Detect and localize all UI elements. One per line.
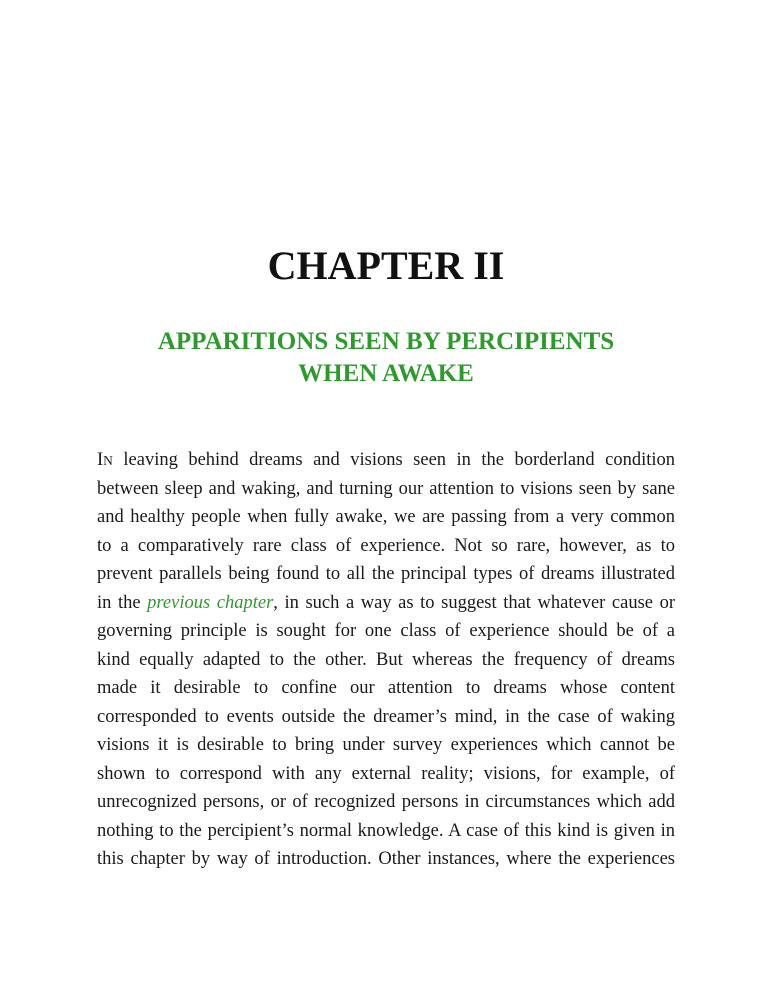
chapter-subtitle-line-1: APPARITIONS SEEN BY PERCIPIENTS — [157, 328, 615, 355]
paragraph-line-6-after: , in such a way as to suggest that whatever cause or — [273, 592, 675, 613]
paragraph-line-5: prevent parallels being found to all the principal types of dreams illustrated — [97, 564, 675, 584]
paragraph-line-6 — [97, 589, 675, 618]
paragraph-line-1 — [97, 446, 675, 475]
paragraph-line-2: between sleep and waking, and turning our attention to visions seen by sane — [97, 478, 675, 499]
chapter-subtitle-line-2: WHEN AWAKE — [298, 360, 474, 387]
paragraph-line-13: unrecognized persons, or of recognized persons in circumstances which add — [97, 792, 675, 812]
paragraph-line-15: this chapter by way of introduction. Other instances, where the experiences — [97, 849, 675, 869]
dropcap-smallcap: N — [103, 453, 113, 468]
dropcap-initial: I — [97, 450, 104, 470]
paragraph-line-1-text: leaving behind dreams and visions seen in the borderland condition — [112, 450, 675, 470]
paragraph-line-3: and healthy people when fully awake, we are passing from a very common — [97, 507, 675, 527]
paragraph-line-7: governing principle is sought for one class of experience should be of a — [97, 621, 675, 641]
chapter-title: CHAPTER II — [267, 243, 505, 288]
paragraph-line-10: corresponded to events outside the dreamer’s mind, in the case of waking — [97, 706, 675, 727]
paragraph-line-12: shown to correspond with any external reality; visions, for example, of — [97, 763, 675, 784]
paragraph-line-9: made it desirable to confine our attention to dreams whose content — [97, 678, 675, 698]
previous-chapter-link[interactable]: previous chapter — [147, 592, 274, 613]
chapter-subtitle — [86, 326, 686, 390]
paragraph-line-11: visions it is desirable to bring under survey experiences which cannot be — [97, 735, 675, 755]
paragraph-line-8: kind equally adapted to the other. But whereas the frequency of dreams — [97, 649, 675, 670]
body-paragraph — [97, 446, 675, 874]
paragraph-line-14: nothing to the percipient’s normal knowledge. A case of this kind is given in — [97, 820, 675, 841]
paragraph-line-4: to a comparatively rare class of experience. Not so rare, however, as to — [97, 535, 675, 556]
paragraph-line-6-before: in the — [97, 592, 148, 613]
